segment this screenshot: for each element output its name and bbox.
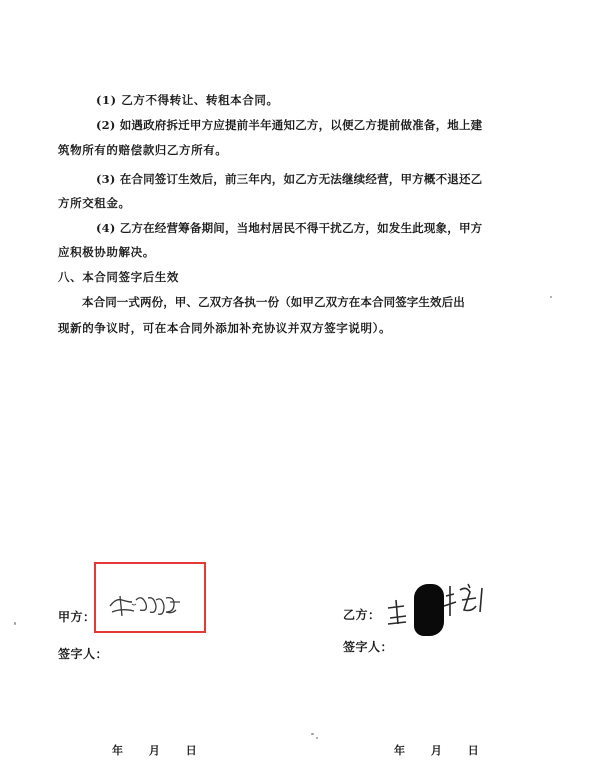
party-b-signer-label: 签字人： [343, 640, 394, 654]
party-a-label: 甲方： [58, 610, 96, 624]
party-a-date [112, 742, 197, 758]
scan-speck [14, 622, 16, 625]
party-a-signer-label: 签字人： [58, 647, 109, 661]
party-b-date-year: 年 [394, 744, 405, 757]
clause-3-line-1: (3) 在合同签订生效后，前三年内，如乙方无法继续经营，甲方概不退还乙 [96, 172, 483, 186]
party-a-date-month: 月 [148, 744, 160, 757]
redaction-mark [414, 584, 444, 636]
clause-4-line-1: (4) 乙方在经营筹备期间，当地村居民不得干扰乙方，如发生此现象，甲方 [96, 221, 483, 235]
clause-2-line-1: (2) 如遇政府拆迁甲方应提前半年通知乙方，以便乙方提前做准备，地上建 [96, 118, 483, 132]
section-8-body-line-2: 现新的争议时，可在本合同外添加补充协议并双方签字说明）。 [58, 321, 392, 335]
party-b-date-month: 月 [430, 744, 442, 757]
clause-1: (1) 乙方不得转让、转租本合同。 [96, 93, 279, 107]
clause-4-line-2: 应积极协助解决。 [58, 245, 155, 259]
section-8-heading: 八、本合同签字后生效 [58, 270, 179, 284]
scan-speck [550, 296, 552, 298]
party-a-date-year: 年 [112, 744, 123, 757]
party-b-date-day: 日 [467, 744, 479, 757]
scan-speck [316, 737, 318, 739]
party-b-label: 乙方： [343, 608, 381, 622]
party-b-date [394, 742, 479, 758]
clause-2-line-2: 筑物所有的赔偿款归乙方所有。 [58, 143, 228, 157]
party-a-date-day: 日 [185, 744, 197, 757]
section-8-body-line-1: 本合同一式两份，甲、乙双方各执一份（如甲乙双方在本合同签字生效后出 [82, 295, 465, 309]
scan-speck [311, 733, 314, 735]
clause-3-line-2: 方所交租金。 [58, 196, 131, 210]
signature-highlight-box [94, 562, 206, 633]
